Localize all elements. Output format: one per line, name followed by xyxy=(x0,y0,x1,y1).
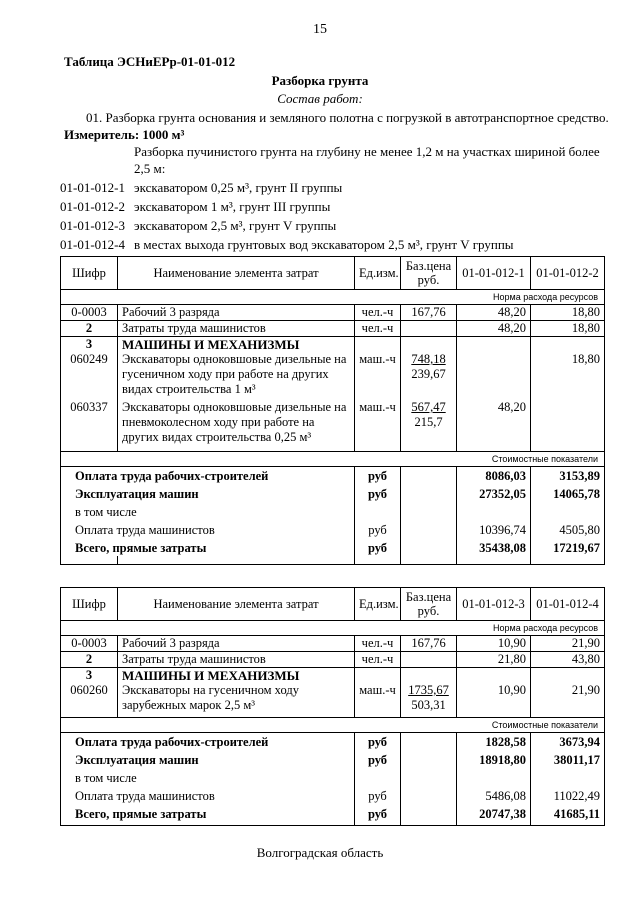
variant-code: 01-01-012-1 xyxy=(60,180,125,195)
row-value-b: 43,80 xyxy=(531,652,605,668)
cost-row xyxy=(61,750,605,768)
empty-cell xyxy=(401,733,457,751)
row-name: Рабочий 3 разряда xyxy=(118,636,355,652)
cost-unit: руб xyxy=(355,804,401,826)
variant-text: экскаватором 2,5 м³, грунт V группы xyxy=(134,218,337,233)
row-code: 2 xyxy=(61,652,118,668)
header-col-a: 01-01-012-1 xyxy=(457,257,531,290)
table-header-row xyxy=(61,588,605,621)
cost-value-b: 41685,11 xyxy=(531,804,605,826)
cost-row xyxy=(61,484,605,502)
empty-cell xyxy=(401,467,457,485)
cost-unit: руб xyxy=(355,786,401,804)
header-unit: Ед.изм. xyxy=(355,257,401,290)
empty-cell xyxy=(355,337,401,353)
row-value-a: 48,20 xyxy=(457,321,531,337)
row-name: Экскаваторы одноковшовые дизельные на пневмоколесном ходу при работе на других видах строительства 0,25 м³ xyxy=(118,397,355,445)
row-value-a: 10,90 xyxy=(457,683,531,713)
row-price: 167,76 xyxy=(401,636,457,652)
variant-text: экскаватором 1 м³, грунт III группы xyxy=(134,199,331,214)
norm-band xyxy=(61,290,605,305)
row-name: Затраты труда машинистов xyxy=(118,652,355,668)
row-code: 060260 xyxy=(61,683,118,713)
row-price-pair xyxy=(401,352,457,397)
empty-cell xyxy=(401,786,457,804)
header-code: Шифр xyxy=(61,257,118,290)
cost-name: Оплата труда рабочих-строителей xyxy=(61,733,355,751)
resource-table-1 xyxy=(60,256,605,565)
cost-row xyxy=(61,733,605,751)
section-title: Разборка грунта xyxy=(271,73,369,88)
header-col-b: 01-01-012-2 xyxy=(531,257,605,290)
cost-name: Эксплуатация машин xyxy=(61,484,355,502)
cost-value-a: 8086,03 xyxy=(457,467,531,485)
cost-value-a: 10396,74 xyxy=(457,520,531,538)
row-price-pair xyxy=(401,683,457,713)
empty-cell xyxy=(457,502,531,520)
cost-row xyxy=(61,538,605,556)
cost-unit: руб xyxy=(355,520,401,538)
header-col-b: 01-01-012-4 xyxy=(531,588,605,621)
cost-band-label: Стоимостные показатели xyxy=(61,452,605,467)
price-top: 567,47 xyxy=(411,400,446,414)
cost-band xyxy=(61,718,605,733)
price-top: 1735,67 xyxy=(408,683,449,697)
norm-band-label: Норма расхода ресурсов xyxy=(61,290,605,305)
row-code: 060249 xyxy=(61,352,118,397)
empty-cell xyxy=(401,502,457,520)
empty-cell xyxy=(457,668,531,684)
cost-value-a: 27352,05 xyxy=(457,484,531,502)
row-value-b: 21,90 xyxy=(531,636,605,652)
cost-value-a: 20747,38 xyxy=(457,804,531,826)
price-bottom: 503,31 xyxy=(411,698,446,712)
empty-cell xyxy=(401,337,457,353)
table-row xyxy=(61,668,605,684)
header-col-a: 01-01-012-3 xyxy=(457,588,531,621)
row-unit: маш.-ч xyxy=(355,683,401,713)
row-name: МАШИНЫ И МЕХАНИЗМЫ xyxy=(118,337,355,353)
header-code: Шифр xyxy=(61,588,118,621)
table-header-row xyxy=(61,257,605,290)
section-subtitle: Состав работ: xyxy=(277,91,363,106)
empty-cell xyxy=(457,337,531,353)
row-name: Экскаваторы на гусеничном ходу зарубежных марок 2,5 м³ xyxy=(118,683,355,713)
empty-cell xyxy=(355,502,401,520)
variant-code: 01-01-012-2 xyxy=(60,199,125,214)
cost-value-b: 4505,80 xyxy=(531,520,605,538)
cost-row xyxy=(61,520,605,538)
row-name: МАШИНЫ И МЕХАНИЗМЫ xyxy=(118,668,355,684)
header-price: Баз.цена руб. xyxy=(401,257,457,290)
row-code: 0-0003 xyxy=(61,305,118,321)
cost-name: Всего, прямые затраты xyxy=(61,538,355,556)
empty-cell xyxy=(355,768,401,786)
table-row xyxy=(61,321,605,337)
row-value-a: 21,80 xyxy=(457,652,531,668)
cost-band xyxy=(61,452,605,467)
variant-code: 01-01-012-3 xyxy=(60,218,125,233)
meter-label: Измеритель: 1000 м³ xyxy=(64,127,185,142)
row-name: Затраты труда машинистов xyxy=(118,321,355,337)
cost-band-label: Стоимостные показатели xyxy=(61,718,605,733)
row-value-a: 10,90 xyxy=(457,636,531,652)
cost-name: Всего, прямые затраты xyxy=(61,804,355,826)
empty-cell xyxy=(531,768,605,786)
row-name: Рабочий 3 разряда xyxy=(118,305,355,321)
cost-value-b: 38011,17 xyxy=(531,750,605,768)
spacer-row xyxy=(61,556,605,565)
row-value-b: 21,90 xyxy=(531,683,605,713)
table-row xyxy=(61,337,605,353)
cost-unit: руб xyxy=(355,733,401,751)
row-unit: маш.-ч xyxy=(355,352,401,397)
intro-text: Разборка пучинистого грунта на глубину не менее 1,2 м на участках шириной более 2,5 м: xyxy=(134,144,600,176)
empty-cell xyxy=(531,502,605,520)
row-price-empty xyxy=(401,652,457,668)
table-row xyxy=(61,305,605,321)
header-price: Баз.цена руб. xyxy=(401,588,457,621)
cost-unit: руб xyxy=(355,484,401,502)
empty-cell xyxy=(401,520,457,538)
empty-cell xyxy=(401,750,457,768)
cost-row xyxy=(61,786,605,804)
cost-unit: руб xyxy=(355,750,401,768)
variant-code: 01-01-012-4 xyxy=(60,237,125,252)
row-unit: чел.-ч xyxy=(355,652,401,668)
row-value-b: 18,80 xyxy=(531,352,605,397)
cost-name: Оплата труда машинистов xyxy=(61,786,355,804)
variant-text: экскаватором 0,25 м³, грунт II группы xyxy=(134,180,343,195)
row-code: 3 xyxy=(61,337,118,353)
cost-value-a: 18918,80 xyxy=(457,750,531,768)
cost-value-b: 14065,78 xyxy=(531,484,605,502)
cost-name: Эксплуатация машин xyxy=(61,750,355,768)
row-code: 2 xyxy=(61,321,118,337)
header-name: Наименование элемента затрат xyxy=(118,257,355,290)
row-price-empty xyxy=(401,321,457,337)
empty-cell xyxy=(457,768,531,786)
cost-row xyxy=(61,768,605,786)
row-unit: маш.-ч xyxy=(355,397,401,445)
empty-cell xyxy=(401,484,457,502)
empty-cell xyxy=(401,768,457,786)
table-row xyxy=(61,636,605,652)
empty-cell xyxy=(401,804,457,826)
cost-row xyxy=(61,467,605,485)
cost-value-b: 17219,67 xyxy=(531,538,605,556)
table-row xyxy=(61,652,605,668)
row-price: 167,76 xyxy=(401,305,457,321)
empty-cell xyxy=(531,337,605,353)
cost-value-a: 1828,58 xyxy=(457,733,531,751)
row-name: Экскаваторы одноковшовые дизельные на гусеничном ходу при работе на других видах строительства 1 м³ xyxy=(118,352,355,397)
price-top: 748,18 xyxy=(411,352,446,366)
row-price-pair xyxy=(401,397,457,445)
table-title: Таблица ЭСНиЕРр-01-01-012 xyxy=(64,54,236,69)
empty-cell xyxy=(531,668,605,684)
resource-table-2 xyxy=(60,587,605,826)
row-value-a xyxy=(457,352,531,397)
empty-cell xyxy=(401,538,457,556)
norm-band-label: Норма расхода ресурсов xyxy=(61,621,605,636)
row-code: 0-0003 xyxy=(61,636,118,652)
row-value-a: 48,20 xyxy=(457,397,531,445)
empty-cell xyxy=(355,668,401,684)
cost-value-a: 5486,08 xyxy=(457,786,531,804)
row-unit: чел.-ч xyxy=(355,636,401,652)
header-name: Наименование элемента затрат xyxy=(118,588,355,621)
table-row xyxy=(61,683,605,713)
work-item: 01. Разборка грунта основания и земляного полотна с погрузкой в автотранспортное средство. xyxy=(86,110,609,125)
price-bottom: 239,67 xyxy=(411,367,446,381)
cost-row xyxy=(61,804,605,826)
cost-value-b: 3153,89 xyxy=(531,467,605,485)
cost-row xyxy=(61,502,605,520)
cost-name: в том числе xyxy=(61,502,355,520)
row-unit: чел.-ч xyxy=(355,305,401,321)
cost-value-a: 35438,08 xyxy=(457,538,531,556)
footer-region: Волгоградская область xyxy=(256,845,384,860)
norm-band xyxy=(61,621,605,636)
table-row xyxy=(61,352,605,397)
cost-name: Оплата труда рабочих-строителей xyxy=(61,467,355,485)
empty-cell xyxy=(401,668,457,684)
page-number: 15 xyxy=(313,22,327,37)
table-row xyxy=(61,397,605,445)
cost-name: Оплата труда машинистов xyxy=(61,520,355,538)
variant-text: в местах выхода грунтовых вод экскаватором 2,5 м³, грунт V группы xyxy=(134,237,514,252)
cost-unit: руб xyxy=(355,467,401,485)
price-bottom: 215,7 xyxy=(414,415,443,429)
row-value-b: 18,80 xyxy=(531,321,605,337)
row-code: 3 xyxy=(61,668,118,684)
header-unit: Ед.изм. xyxy=(355,588,401,621)
row-code: 060337 xyxy=(61,397,118,445)
row-value-b xyxy=(531,397,605,445)
row-value-a: 48,20 xyxy=(457,305,531,321)
row-value-b: 18,80 xyxy=(531,305,605,321)
cost-value-b: 11022,49 xyxy=(531,786,605,804)
row-unit: чел.-ч xyxy=(355,321,401,337)
cost-unit: руб xyxy=(355,538,401,556)
cost-value-b: 3673,94 xyxy=(531,733,605,751)
cost-name: в том числе xyxy=(61,768,355,786)
